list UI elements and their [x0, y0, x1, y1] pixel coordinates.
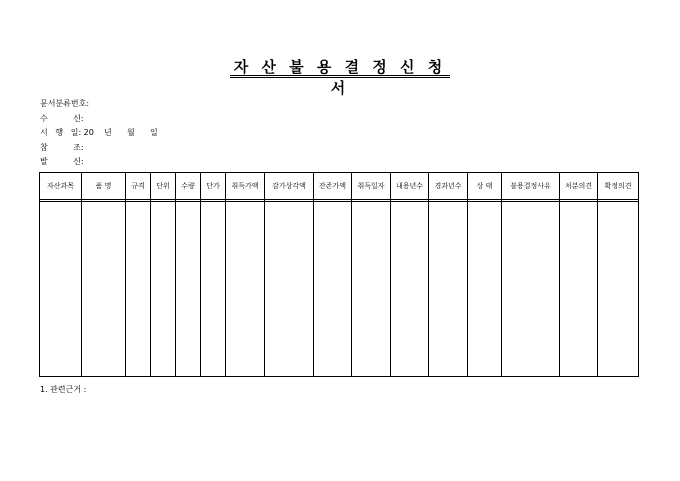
col-header: 경과년수: [429, 173, 468, 200]
col-header: 규격: [126, 173, 151, 200]
asset-table: [39, 172, 639, 377]
col-header: 자산과목: [40, 173, 82, 200]
field-issue-date: 시 행 일: 20 년 월 일: [40, 128, 158, 137]
col-header: 불용결정사유: [502, 173, 560, 200]
col-header: 취득일자: [352, 173, 391, 200]
col-header: 단위: [151, 173, 176, 200]
col-header: 단가: [201, 173, 226, 200]
col-header: 잔존가액: [314, 173, 352, 200]
col-header: 감가상각액: [265, 173, 314, 200]
title-underline: [230, 75, 450, 76]
col-header: 취득가액: [226, 173, 265, 200]
footnote-legal-basis: 1. 관련근거 :: [40, 385, 87, 394]
col-header: 내용년수: [391, 173, 429, 200]
table-header-row: [40, 173, 639, 200]
col-header: 품 명: [82, 173, 126, 200]
col-header: 상 태: [468, 173, 502, 200]
field-sender: 발 신:: [40, 157, 84, 166]
col-header: 수량: [176, 173, 201, 200]
col-header: 처분의견: [560, 173, 598, 200]
field-recipient: 수 신:: [40, 114, 84, 123]
document-title: 자 산 불 용 결 정 신 청 서: [233, 58, 447, 97]
col-header: 확정의견: [598, 173, 639, 200]
title-underline-double: [230, 77, 450, 78]
field-doc-number: 문서분류번호:: [40, 99, 90, 108]
table-body-row: [40, 202, 639, 377]
field-reference: 참 조:: [40, 143, 84, 152]
